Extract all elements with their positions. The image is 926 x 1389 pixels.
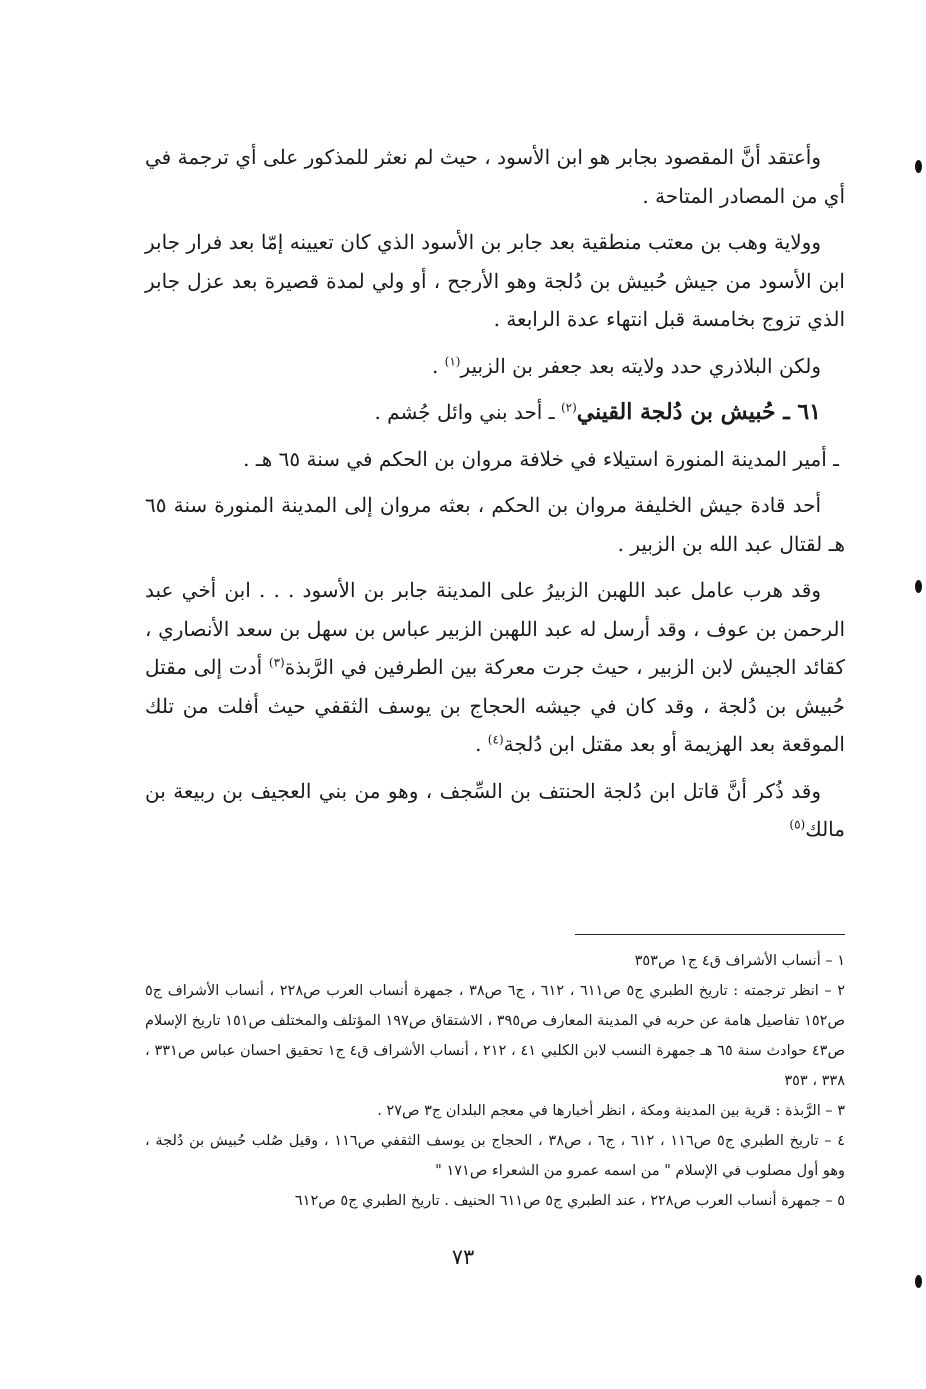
killer-text: وقد ذُكر أنَّ قاتل ابن دُلجة الحنتف بن السِّجف ، وهو من بني العجيف بن ربيعة بن مالك xyxy=(145,778,845,841)
margin-mark-top xyxy=(915,160,922,173)
footnotes xyxy=(145,946,845,1216)
footnote-ref-3: (٣) xyxy=(268,655,285,670)
paragraph-battle xyxy=(145,571,845,764)
footnote-ref-4: (٤) xyxy=(487,732,504,747)
entry-heading xyxy=(145,393,845,432)
footnote-2: ٢ – انظر ترجمته : تاريخ الطبري ج٥ ص٦١١ ، ٦١٢ ، ج٦ ص٣٨ ، جمهرة أنساب العرب ص٢٢٨ ، أنساب الأشراف ج٥ ص١٥٢ تفاصيل هامة عن حربه في المدينة المعارف ص٣٩٥ ، الاشتقاق ص١٩٧ المؤتلف والمختلف ص١٥١ تاريخ الإسلام ص٤٣ حوادث سنة ٦٥ هـ جمهرة النسب لابن الكلبي ٤١ ، ٢١٢ ، أنساب الأشراف ق٤ ج١ تحقيق احسان عباس ص٣٣١ ، ٣٣٨ ، ٣٥٣ xyxy=(145,983,846,1089)
main-text xyxy=(145,138,845,857)
margin-mark-middle xyxy=(915,580,922,593)
margin-mark-bottom xyxy=(915,1275,922,1288)
paragraph-killer xyxy=(145,772,845,849)
footnote-5: ٥ – جمهرة أنساب العرب ص٢٢٨ ، عند الطبري ج٥ ص٦١١ الحنيف . تاريخ الطبري ج٥ ص٦١٢ xyxy=(294,1193,845,1209)
footnote-ref-2: (٢) xyxy=(560,400,577,415)
balathuri-text: ولكن البلاذري حدد ولايته بعد جعفر بن الزبير xyxy=(460,353,821,378)
battle-end: . xyxy=(475,732,488,756)
footnote-ref-5: (٥) xyxy=(789,817,806,832)
entry-name: ٦١ ـ حُبيش بن دُلجة القيني xyxy=(576,399,821,425)
paragraph-wahb-governorship: وولاية وهب بن معتب منطقية بعد جابر بن الأسود الذي كان تعيينه إمّا بعد فرار جابر ابن الأسود من جيش حُبيش بن دُلجة وهو الأرجح ، أو ولي لمدة قصيرة بعد عزل جابر الذي تزوج بخامسة قبل انتهاء عدة الرابعة . xyxy=(145,230,845,331)
page-number: ٧٣ xyxy=(451,1245,475,1269)
footnote-3: ٣ – الرَّبذة : قرية بين المدينة ومكة ، انظر أخبارها في معجم البلدان ج٣ ص٢٧ . xyxy=(377,1103,845,1119)
footnote-4: ٤ – تاريخ الطبري ج٥ ص١١٦ ، ٦١٢ ، ج٦ ، ص٣٨ ، الحجاج بن يوسف الثقفي ص١١٦ ، وقيل صُلب حُبيش بن دُلجة ، وهو أول مصلوب في الإسلام " من اسمه عمرو من الشعراء ص١٧١ " xyxy=(145,1133,845,1179)
battle-text-1: وقد هرب عامل عبد اللهبن الزبيرُ على المدينة جابر بن الأسود . . . ابن أخي عبد الرحمن بن عوف ، وقد أرسل له عبد اللهبن الزبير عباس بن سهل بن سعد الأنصاري ، كقائد الجيش لابن الزبير ، حيث جرت معركة بين الطرفين في الرَّبذة xyxy=(145,578,845,679)
paragraph-emir: ـ أمير المدينة المنورة استيلاء في خلافة مروان بن الحكم في سنة ٦٥ هـ . xyxy=(243,446,839,471)
battle-text-2: أدت إلى مقتل حُبيش بن دُلجة ، وقد كان في جيشه الحجاج بن يوسف الثقفي حيث أفلت من تلك الموقعة بعد الهزيمة أو بعد مقتل ابن دُلجة xyxy=(145,655,845,756)
paragraph-balathuri xyxy=(145,347,845,386)
paragraph-jabir-identity: وأعتقد أنَّ المقصود بجابر هو ابن الأسود ، حيث لم نعثر للمذكور على أي ترجمة في أي من المصادر المتاحة . xyxy=(145,145,845,208)
entry-tribe: ـ أحد بني وائل جُشم . xyxy=(374,400,561,424)
footnote-separator xyxy=(575,934,845,935)
paragraph-commander: أحد قادة جيش الخليفة مروان بن الحكم ، بعثه مروان إلى المدينة المنورة سنة ٦٥ هـ لقتال عبد الله بن الزبير . xyxy=(145,493,845,556)
balathuri-end: . xyxy=(431,353,445,378)
footnote-1: ١ – أنساب الأشراف ق٤ ج١ ص٣٥٣ xyxy=(634,953,845,969)
footnote-ref-1: (١) xyxy=(444,353,461,368)
